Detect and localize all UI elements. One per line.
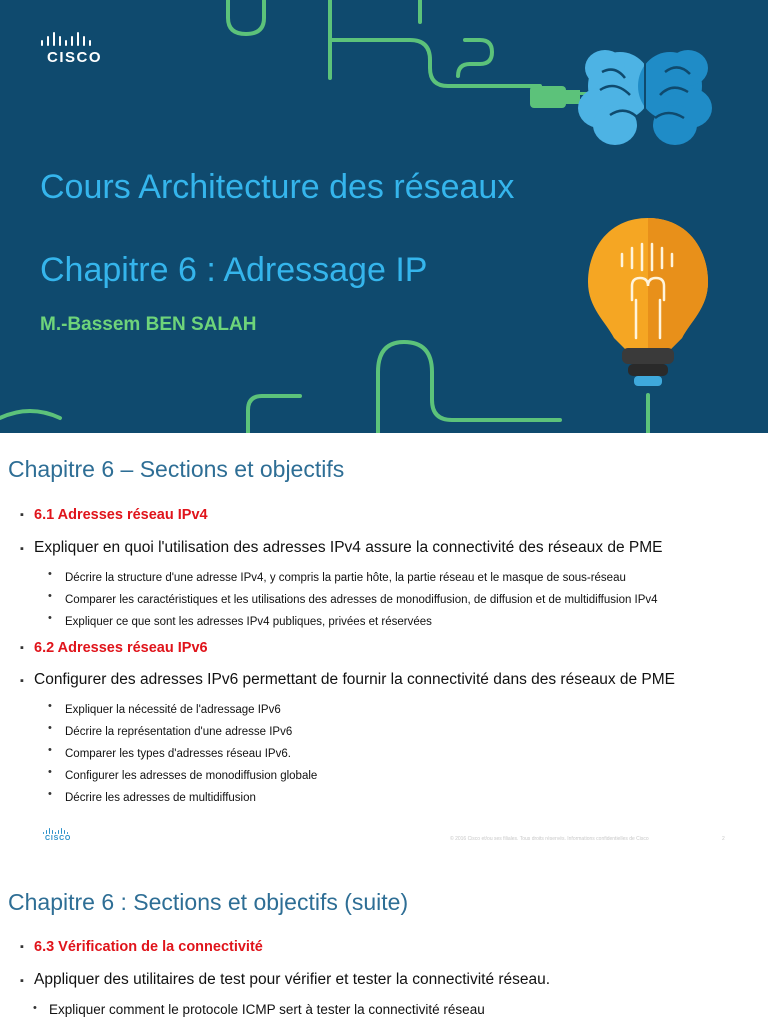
square-bullet-icon: ▪: [20, 642, 24, 654]
objective-item: ▪ Appliquer des utilitaires de test pour vérifier et tester la connectivité réseau.: [20, 971, 551, 988]
objective-item: ▪ Expliquer en quoi l'utilisation des adresses IPv4 assure la connectivité des réseaux de PME: [20, 539, 663, 556]
sub-objective-item: • Décrire la structure d'une adresse IPv4, y compris la partie hôte, la partie réseau et le masque de sous-réseau: [48, 568, 626, 584]
circuit-decoration: [0, 0, 768, 433]
author-name: M.-Bassem BEN SALAH: [40, 314, 257, 335]
dot-bullet-icon: •: [48, 788, 52, 800]
dot-bullet-icon: •: [48, 612, 52, 624]
title-slide: [0, 0, 768, 433]
sub-objective-item: • Décrire les adresses de multidiffusion: [48, 788, 256, 804]
objective-item: ▪ Configurer des adresses IPv6 permettant de fournir la connectivité dans des réseaux de PME: [20, 671, 676, 688]
sub-objective-item: • Expliquer comment le protocole ICMP sert à tester la connectivité réseau: [33, 1002, 485, 1017]
footer-cisco-logo: [42, 828, 74, 848]
sub-objective-item: • Expliquer la nécessité de l'adressage IPv6: [48, 700, 281, 716]
page-number: 2: [722, 836, 725, 842]
slide-title: Chapitre 6 – Sections et objectifs: [8, 456, 345, 482]
dot-bullet-icon: •: [48, 744, 52, 756]
sub-objective-item: • Configurer les adresses de monodiffusion globale: [48, 766, 318, 782]
sub-objective-item: • Comparer les types d'adresses réseau IPv6.: [48, 744, 291, 760]
square-bullet-icon: ▪: [20, 509, 24, 521]
footer-copyright: © 2016 Cisco et/ou ses filiales. Tous droits réservés. Informations confidentielles de Cisco: [450, 836, 649, 842]
section-heading: ▪ 6.2 Adresses réseau IPv6: [20, 640, 208, 656]
dot-bullet-icon: •: [48, 722, 52, 734]
objectives-slide: [0, 433, 768, 863]
square-bullet-icon: ▪: [20, 975, 24, 987]
section-heading: ▪ 6.3 Vérification de la connectivité: [20, 939, 263, 955]
square-bullet-icon: ▪: [20, 543, 24, 555]
square-bullet-icon: ▪: [20, 675, 24, 687]
objectives-continued-slide: [0, 863, 768, 1024]
dot-bullet-icon: •: [48, 568, 52, 580]
section-heading: ▪ 6.1 Adresses réseau IPv4: [20, 507, 208, 523]
cisco-logo: [40, 32, 110, 72]
dot-bullet-icon: •: [48, 766, 52, 778]
course-title: Cours Architecture des réseaux: [40, 168, 515, 206]
square-bullet-icon: ▪: [20, 941, 24, 953]
sub-objective-item: • Décrire la représentation d'une adresse IPv6: [48, 722, 293, 738]
sub-objective-item: • Expliquer ce que sont les adresses IPv4 publiques, privées et réservées: [48, 612, 432, 628]
lightbulb-icon: [588, 218, 708, 386]
dot-bullet-icon: •: [33, 1002, 37, 1014]
cisco-logo-text: CISCO: [47, 49, 103, 66]
dot-bullet-icon: •: [48, 590, 52, 602]
footer-logo-text: CISCO: [45, 835, 72, 842]
chapter-title: Chapitre 6 : Adressage IP: [40, 251, 428, 289]
sub-objective-item: • Comparer les caractéristiques et les utilisations des adresses de monodiffusion, de diffusion et de multidiffusion IPv4: [48, 590, 658, 606]
slide-title: Chapitre 6 : Sections et objectifs (suite): [8, 889, 409, 915]
dot-bullet-icon: •: [48, 700, 52, 712]
brain-icon: [578, 50, 712, 145]
